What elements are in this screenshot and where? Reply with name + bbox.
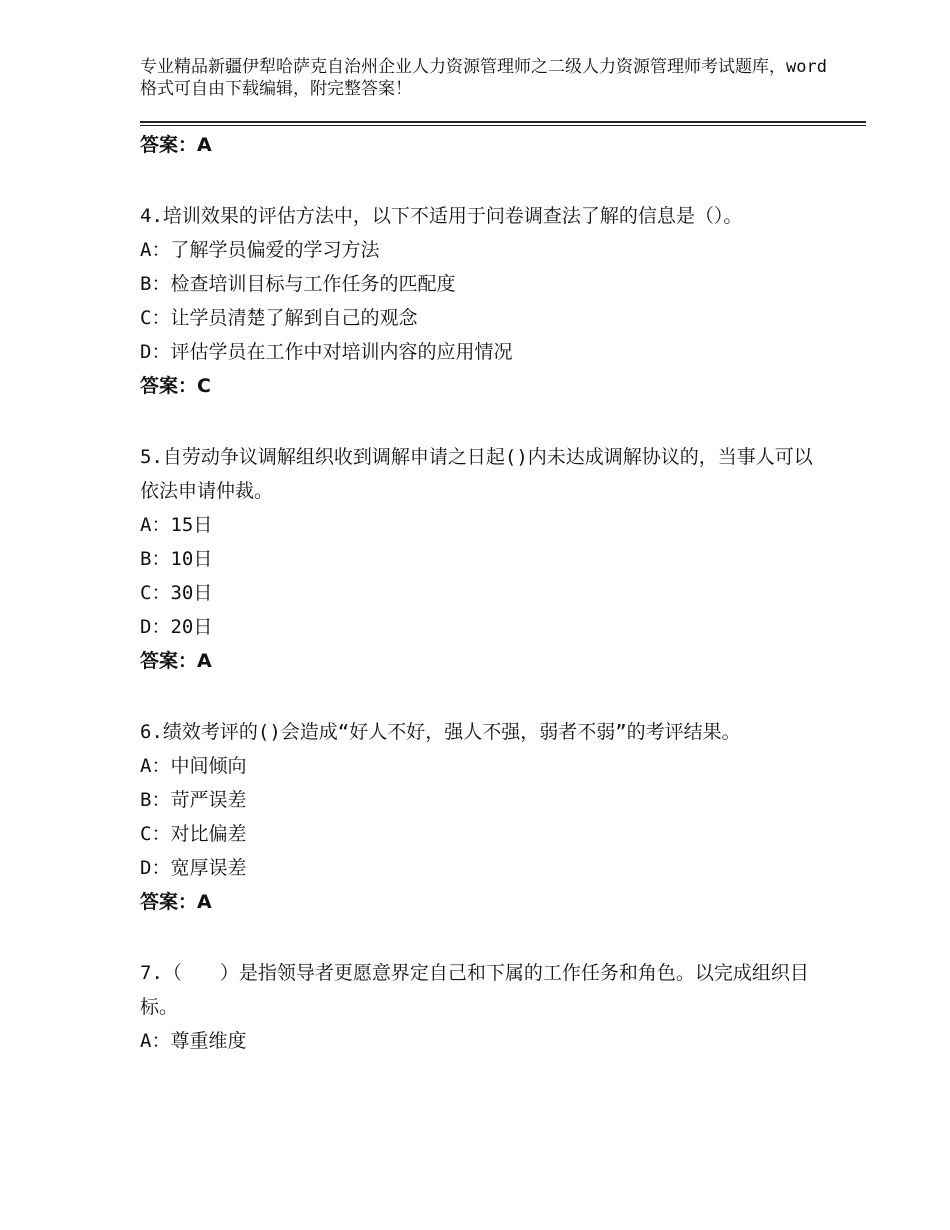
option-a: A：了解学员偏爱的学习方法 <box>140 239 380 261</box>
question-list <box>140 128 830 1058</box>
question-text: 6.绩效考评的()会造成“好人不好，强人不强，弱者不弱”的考评结果。 <box>140 721 741 743</box>
question-item <box>140 440 830 678</box>
question-text: 4.培训效果的评估方法中，以下不适用于问卷调查法了解的信息是（）。 <box>140 205 743 227</box>
option-c: C：对比偏差 <box>140 823 247 845</box>
question-item <box>140 199 830 403</box>
question-text: 5.自劳动争议调解组织收到调解申请之日起()内未达成调解协议的，当事人可以依法申请仲裁。 <box>140 446 813 502</box>
question-text: 7.（ ）是指领导者更愿意界定自己和下属的工作任务和角色。以完成组织目标。 <box>140 962 809 1018</box>
option-d: D：宽厚误差 <box>140 857 247 879</box>
document-header <box>140 56 840 100</box>
option-b: B：10日 <box>140 548 213 570</box>
header-rule-thick <box>140 121 866 123</box>
option-b: B：检查培训目标与工作任务的匹配度 <box>140 273 456 295</box>
question-item <box>140 715 830 919</box>
header-title: 专业精品新疆伊犁哈萨克自治州企业人力资源管理师之二级人力资源管理师考试题库，word格式可自由下载编辑，附完整答案！ <box>140 57 827 99</box>
option-c: C：让学员清楚了解到自己的观念 <box>140 307 418 329</box>
option-c: C：30日 <box>140 582 213 604</box>
answer-line: 答案：A <box>140 134 212 156</box>
answer-line: 答案：C <box>140 375 211 397</box>
answer-line: 答案：A <box>140 891 212 913</box>
option-d: D：评估学员在工作中对培训内容的应用情况 <box>140 341 513 363</box>
question-item <box>140 956 830 1058</box>
option-d: D：20日 <box>140 616 213 638</box>
option-a: A：尊重维度 <box>140 1030 247 1052</box>
option-a: A：15日 <box>140 514 213 536</box>
header-rule-thin <box>140 125 866 126</box>
option-a: A：中间倾向 <box>140 755 247 777</box>
answer-line: 答案：A <box>140 650 212 672</box>
option-b: B：苛严误差 <box>140 789 247 811</box>
